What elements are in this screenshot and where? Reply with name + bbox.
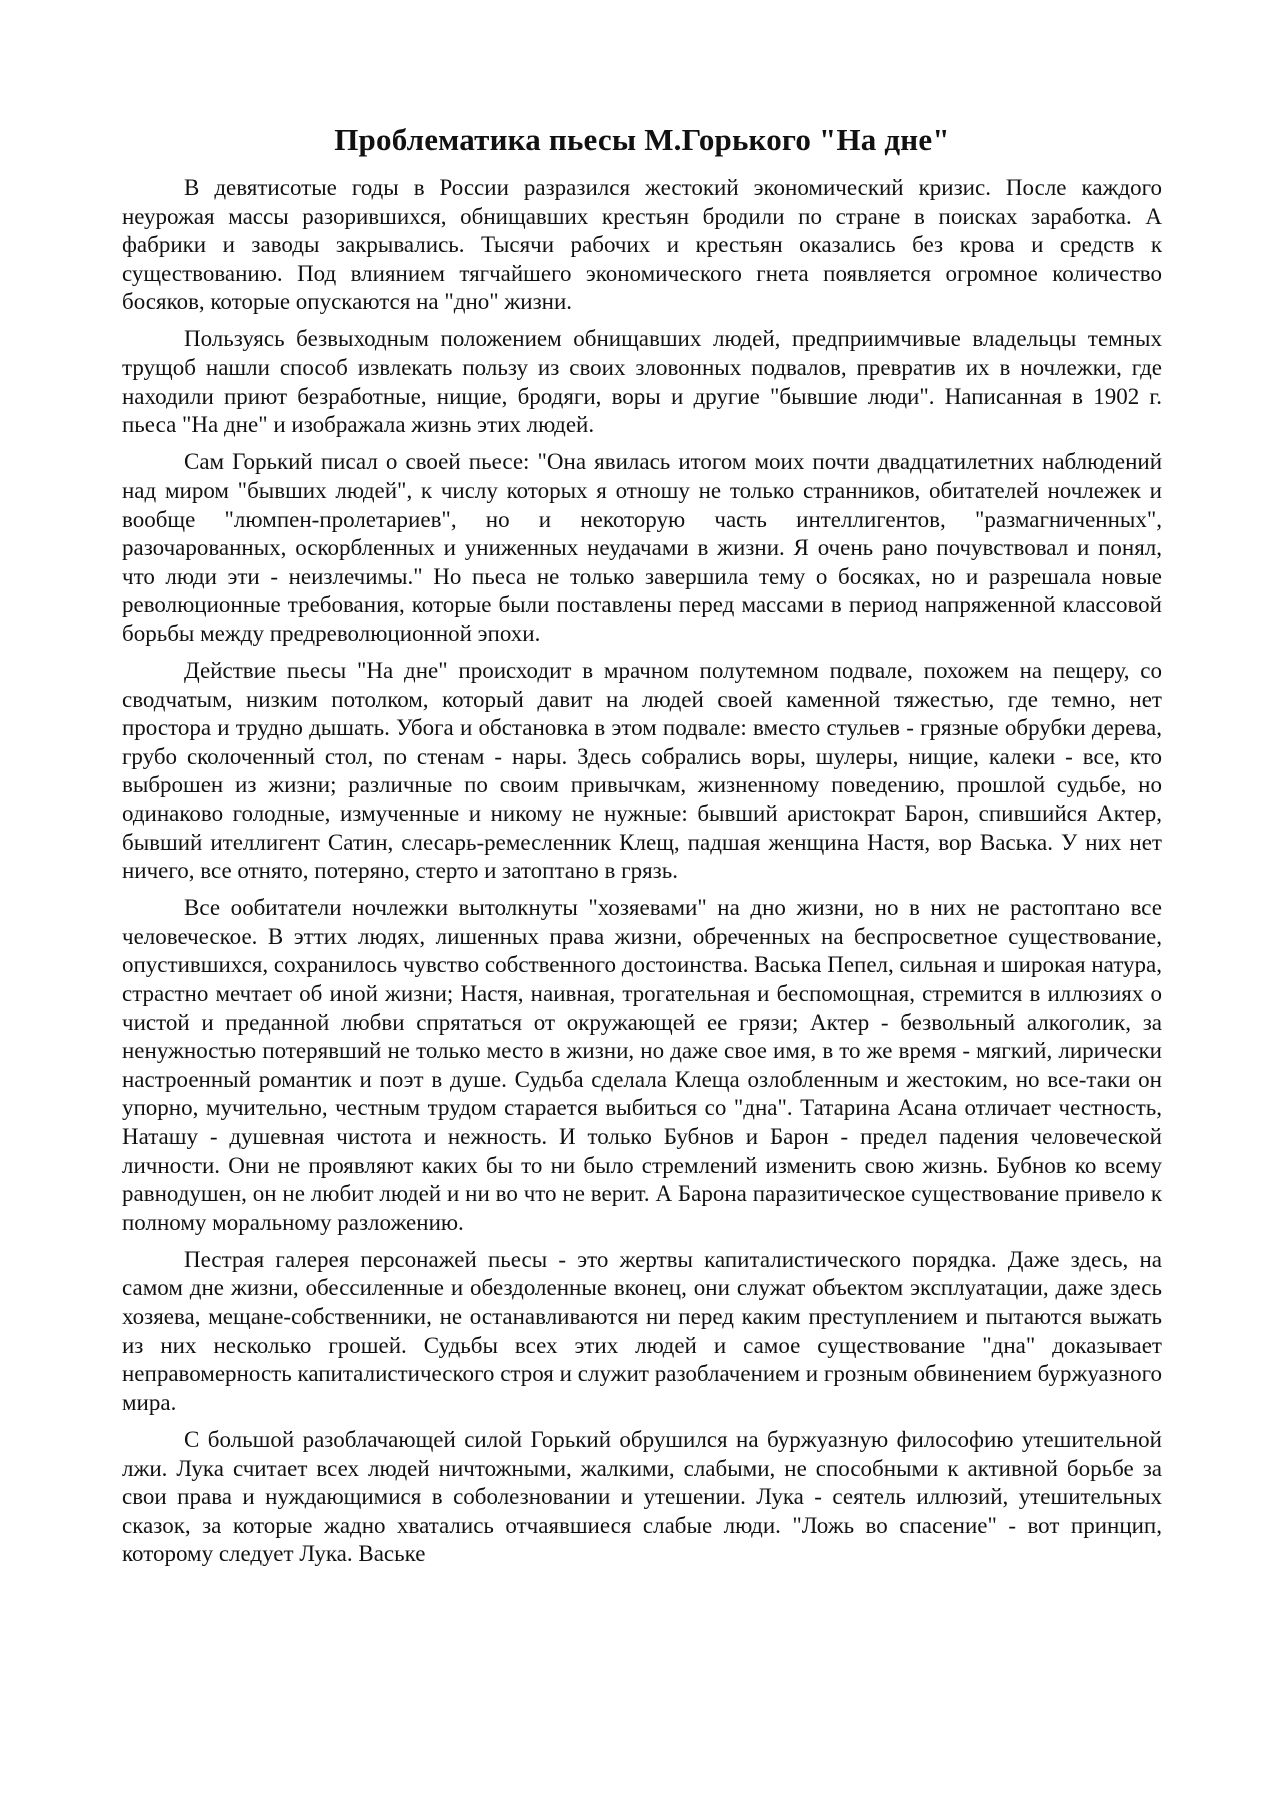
document-title: Проблематика пьесы М.Горького "На дне" xyxy=(334,122,950,157)
document-page xyxy=(122,120,1162,1577)
paragraph-2: Пользуясь безвыходным положением обнищавших людей, предприимчивые владельцы темных трущоб нашли способ извлекать пользу из своих зловонных подвалов, превратив их в ночлежки, где находили приют безработные, нищие, бродяги, воры и другие "бывшие люди". Написанная в 1902 г. пьеса "На дне" и изображала жизнь этих людей. xyxy=(122,326,1162,438)
paragraph-7: С большой разоблачающей силой Горький обрушился на буржуазную философию утешительной лжи. Лука считает всех людей ничтожными, жалкими, слабыми, не способными к активной борьбе за свои права и нуждающимися в соболезновании и утешении. Лука - сеятель иллюзий, утешительных сказок, за которые жадно хватались отчаявшиеся слабые люди. "Ложь во спасение" - вот принцип, которому следует Лука. Ваське xyxy=(122,1426,1162,1567)
paragraph-3: Сам Горький писал о своей пьесе: "Она явилась итогом моих почти двадцатилетних наблюдений над миром "бывших людей", к числу которых я отношу не только странников, обитателей ночлежек и вообще "люмпен-пролетариев", но и некоторую часть интеллигентов, "размагниченных", разочарованных, оскорбленных и униженных неудачами в жизни. Я очень рано почувствовал и понял, что люди эти - неизлечимы." Но пьеса не только завершила тему о босяках, но и разрешала новые революционные требования, которые были поставлены перед массами в период напряженной классовой борьбы между предреволюционной эпохи. xyxy=(122,449,1162,646)
paragraph-1: В девятисотые годы в России разразился жестокий экономический кризис. После каждого неурожая массы разорившихся, обнищавших крестьян бродили по стране в поисках заработка. А фабрики и заводы закрывались. Тысячи рабочих и крестьян оказались без крова и средств к существованию. Под влиянием тягчайшего экономического гнета появляется огромное количество босяков, которые опускаются на "дно" жизни. xyxy=(122,175,1162,315)
paragraph-5: Все ообитатели ночлежки вытолкнуты "хозяевами" на дно жизни, но в них не растоптано все человеческое. В эттих людях, лишенных права жизни, обреченных на беспросветное существование, опустившихся, сохранилось чувство собственного достоинства. Васька Пепел, сильная и широкая натура, страстно мечтает об иной жизни; Настя, наивная, трогательная и беспомощная, стремится в иллюзиях о чистой и преданной любви спрятаться от окружающей ее грязи; Актер - безвольный алкоголик, за ненужностью потерявший не только место в жизни, но даже свое имя, в то же время - мягкий, лирически настроенный романтик и поэт в душе. Судьба сделала Клеща озлобленным и жестоким, но все-таки он упорно, мучительно, честным трудом старается выбиться со "дна". Татарина Асана отличает честность, Наташу - душевная чистота и нежность. И только Бубнов и Барон - предел падения человеческой личности. Они не проявляют каких бы то ни было стремлений изменить свою жизнь. Бубнов ко всему равнодушен, он не любит людей и ни во что не верит. А Барона паразитическое существование привело к полному моральному разложению. xyxy=(122,895,1162,1235)
paragraph-4: Действие пьесы "На дне" происходит в мрачном полутемном подвале, похожем на пещеру, со сводчатым, низким потолком, который давит на людей своей каменной тяжестью, где темно, нет простора и трудно дышать. Убога и обстановка в этом подвале: вместо стульев - грязные обрубки дерева, грубо сколоченный стол, по стенам - нары. Здесь собрались воры, шулеры, нищие, калеки - все, кто выброшен из жизни; различные по своим привычкам, жизненному поведению, прошлой судьбе, но одинаково голодные, измученные и никому не нужные: бывший аристократ Барон, спившийся Актер, бывший ителлигент Сатин, слесарь-ремесленник Клещ, падшая женщина Настя, вор Васька. У них нет ничего, все отнято, потеряно, стерто и затоптано в грязь. xyxy=(122,658,1162,884)
paragraph-6: Пестрая галерея персонажей пьесы - это жертвы капиталистического порядка. Даже здесь, на самом дне жизни, обессиленные и обездоленные вконец, они служат объектом эксплуатации, даже здесь хозяева, мещане-собственники, не останавливаются ни перед каким преступлением и пытаются выжать из них несколько грошей. Судьбы всех этих людей и самое существование "дна" доказывает неправомерность капиталистического строя и служит разоблачением и грозным обвинением буржуазного мира. xyxy=(122,1246,1162,1415)
